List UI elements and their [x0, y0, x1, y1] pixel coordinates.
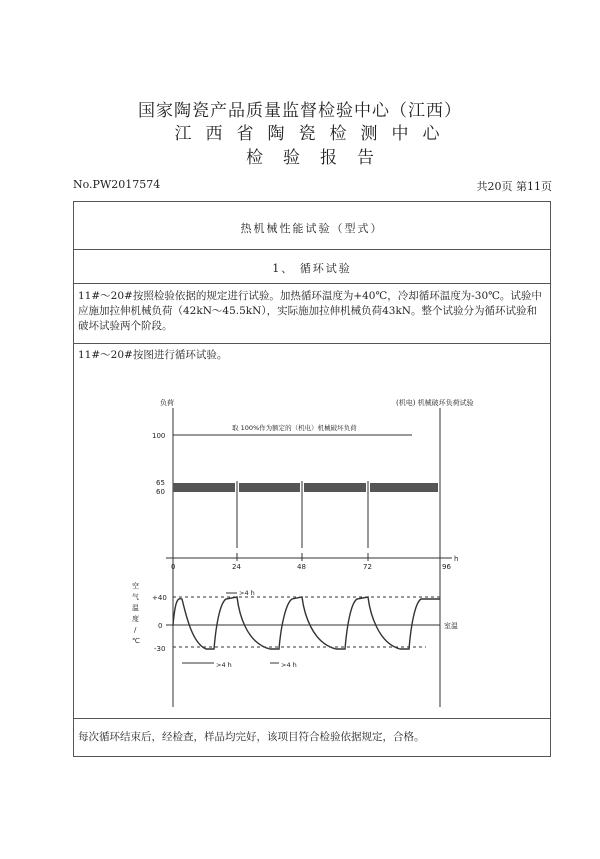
- description-paragraph: 11#～20#按照检验依据的规定进行试验。加热循环温度为+40℃，冷却循环温度为-30℃。试验中应施加拉伸机械负荷（42kN～45.5kN），实际施加拉伸机械负荷43kN。整个试验分为循环试验和破坏试验两个阶段。: [78, 290, 542, 332]
- load-tick-60: 60: [156, 488, 165, 496]
- time-tick-72: 72: [363, 563, 372, 571]
- load-band-2: [239, 483, 300, 492]
- load-band-1: [173, 483, 235, 492]
- result-row: [74, 718, 550, 756]
- report-table: [73, 201, 551, 757]
- page-info: 共20页 第11页: [476, 180, 552, 193]
- subsection-title: 1、 循环试验: [272, 262, 352, 275]
- destructive-test-label: (机电) 机械破坏负荷试验: [396, 399, 474, 407]
- report-number: No.PW2017574: [73, 178, 161, 191]
- load-band-4: [370, 483, 438, 492]
- gt4h-label-2: >4 h: [216, 661, 232, 669]
- time-tick-48: 48: [297, 563, 306, 571]
- load-axis-label: 负荷: [160, 399, 174, 407]
- gt4h-label-1: >4 h: [239, 589, 255, 597]
- section-title: 热机械性能试验（型式）: [240, 222, 384, 235]
- result-text: 每次循环结束后，经检查，样品均完好，该项目符合检验依据规定，合格。: [78, 731, 425, 743]
- figure-caption: 11#～20#按图进行循环试验。: [78, 349, 228, 361]
- temp-label-char-2: 气: [132, 593, 139, 601]
- temp-label-char-1: 空: [132, 582, 139, 590]
- time-tick-96: 96: [442, 563, 451, 571]
- temp-label-char-5: /: [134, 626, 137, 634]
- time-tick-0: 0: [171, 563, 176, 571]
- subsection-title-row: [74, 249, 550, 284]
- cycle-diagram: [74, 363, 550, 718]
- gt4h-label-3: >4 h: [281, 661, 297, 669]
- load-band-3: [304, 483, 366, 492]
- annotation-text: 取 100%作为额定的（机电）机械破坏负荷: [232, 424, 357, 432]
- section-title-row: [74, 202, 550, 250]
- room-temp-label: 室温: [444, 622, 458, 630]
- header-line-3: 检验报告: [246, 148, 394, 168]
- header-line-2: 江西省陶瓷检测中心: [174, 124, 454, 144]
- header-line-1: 国家陶瓷产品质量监督检验中心（江西）: [138, 101, 462, 121]
- temp-tick-plus40: +40: [152, 594, 167, 602]
- time-tick-24: 24: [232, 563, 241, 571]
- temp-label-char-3: 温: [132, 604, 139, 612]
- load-tick-65: 65: [156, 479, 165, 487]
- description-row: [74, 283, 550, 344]
- temp-tick-minus30: -30: [154, 645, 166, 653]
- load-tick-100: 100: [152, 432, 166, 440]
- temp-tick-0: 0: [158, 622, 163, 630]
- temp-label-char-6: ℃: [132, 637, 140, 645]
- time-unit: h: [454, 555, 459, 563]
- figure-row: [74, 343, 550, 719]
- temperature-curve: [173, 597, 440, 649]
- temp-label-char-4: 度: [132, 615, 139, 623]
